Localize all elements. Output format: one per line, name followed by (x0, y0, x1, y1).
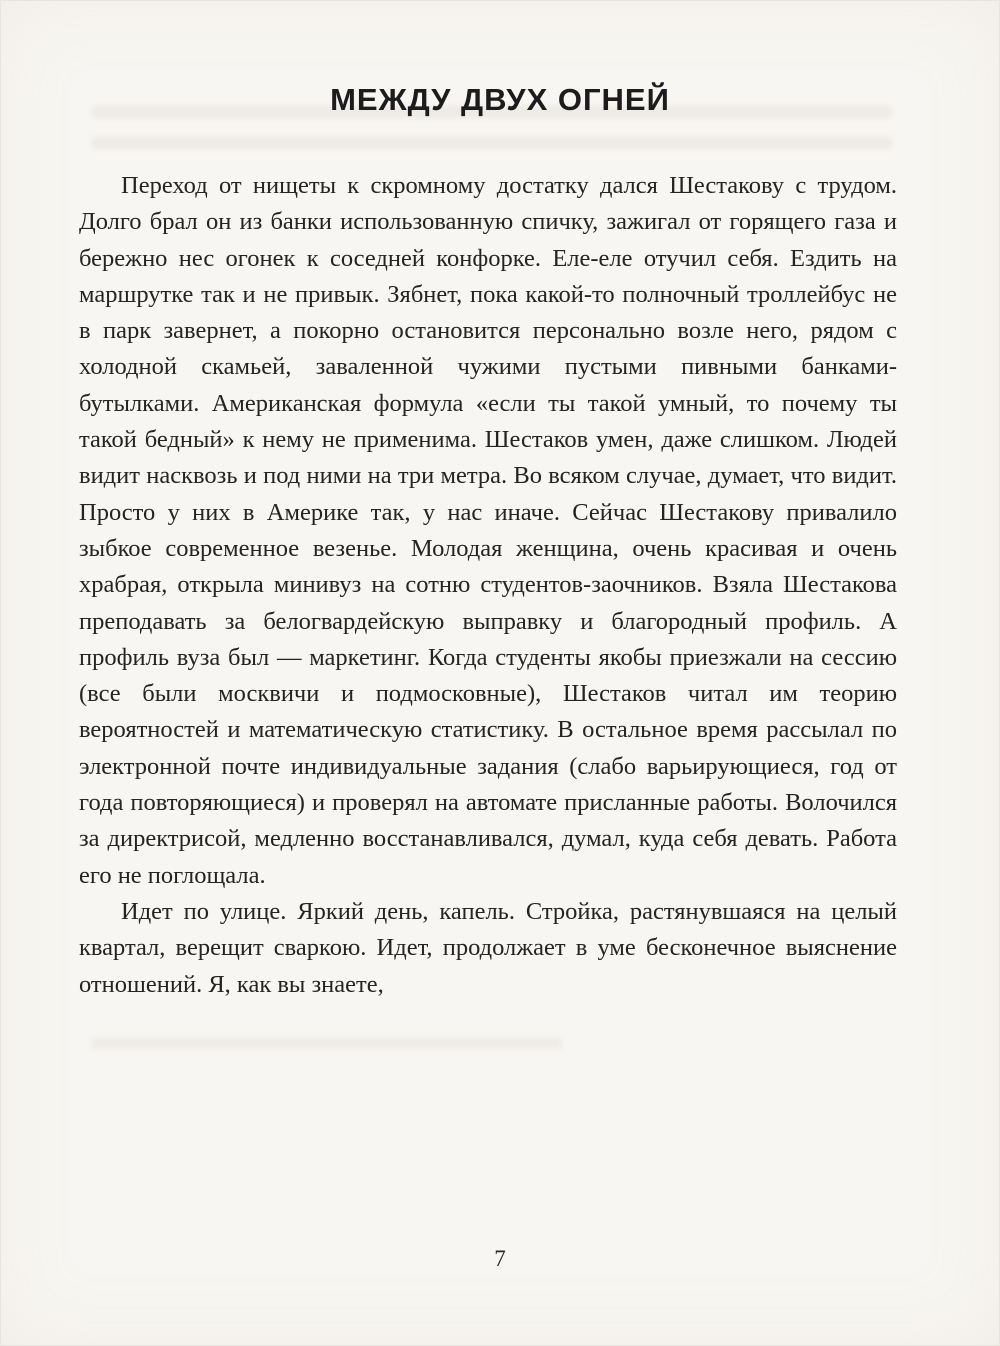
bleed-through-text-bottom (92, 1038, 562, 1062)
body-text (79, 168, 897, 1003)
page-number: 7 (494, 1246, 506, 1271)
paragraph-1: Переход от нищеты к скромному достатку дался Шестакову с трудом. Долго брал он из банки использованную спичку, зажигал от горящего газа и бережно нес огонек к соседней конфорке. Еле-еле отучил себя. Ездить на маршрутке так и не привык. Зябнет, пока какой-то полночный троллейбус не в парк завернет, а покорно остановится персонально возле него, рядом с холодной скамьей, заваленной чужими пустыми пивными банками-бутылками. Американская формула «если ты такой умный, то почему ты такой бедный» к нему не применима. Шестаков умен, даже слишком. Людей видит насквозь и под ними на три метра. Во всяком случае, думает, что видит. Просто у них в Америке так, у нас иначе. Сейчас Шестакову привалило зыбкое современное везенье. Молодая женщина, очень красивая и очень храбрая, открыла минивуз на сотню студентов-заочников. Взяла Шестакова преподавать за белогвардейскую выправку и благородный профиль. А профиль вуза был — маркетинг. Когда студенты якобы приезжали на сессию (все были москвичи и подмосковные), Шестаков читал им теорию вероятностей и математическую статистику. В остальное время рассылал по электронной почте индивидуальные задания (слабо варьирующиеся, год от года повторяющиеся) и проверял на автомате присланные работы. Волочился за директрисой, медленно восстанавливался, думал, куда себя девать. Работа его не поглощала. (79, 172, 897, 889)
chapter-title: МЕЖДУ ДВУХ ОГНЕЙ (330, 82, 670, 117)
paragraph-2: Идет по улице. Яркий день, капель. Стройка, растянувшаяся на целый квартал, верещит сваркою. Идет, продолжает в уме бесконечное выяснение отношений. Я, как вы знаете, (79, 897, 897, 998)
